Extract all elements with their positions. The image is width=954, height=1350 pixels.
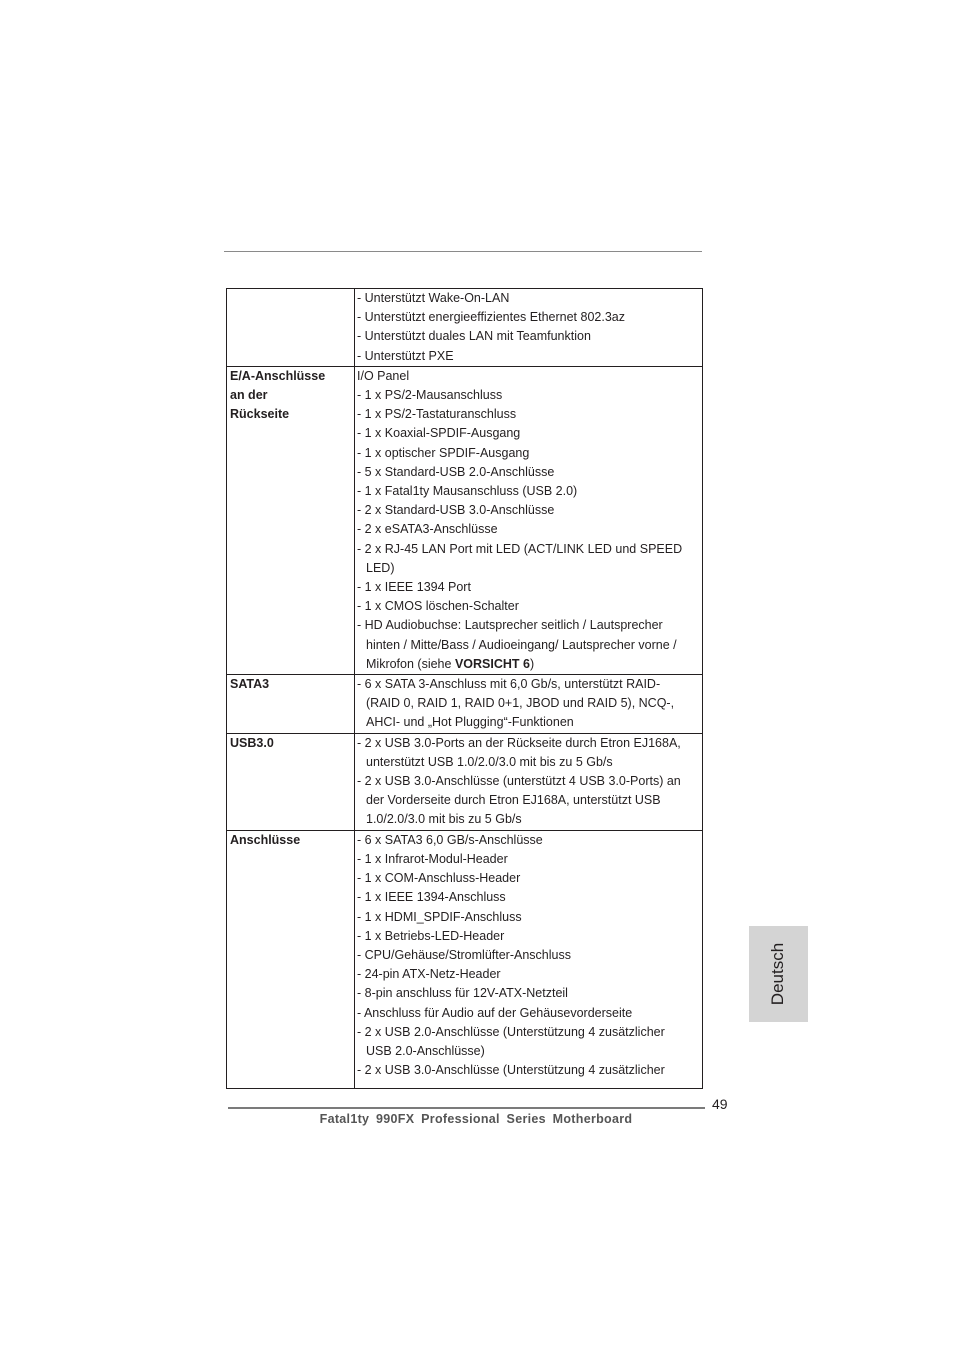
spec-item: - Unterstützt PXE [357,348,454,363]
spec-item-continuation: unterstützt USB 1.0/2.0/3.0 mit bis zu 5 Gb/s [366,754,613,769]
spec-items [355,830,703,1089]
spec-row-usb3 [227,733,703,830]
spec-item: - Unterstützt duales LAN mit Teamfunktion [357,329,591,344]
spec-label: Anschlüsse [227,830,355,1089]
spec-item: - 1 x CMOS löschen-Schalter [357,599,519,614]
spec-row-connectors [227,830,703,1089]
spec-item: - 1 x optischer SPDIF-Ausgang [357,445,530,460]
spec-label: E/A-Anschlüsse an der Rückseite [227,366,355,674]
top-rule [224,251,702,252]
footer-title: Fatal1ty 990FX Professional Series Motherboard [319,1112,633,1126]
spec-label: SATA3 [227,675,355,734]
spec-item: - 1 x COM-Anschluss-Header [357,871,521,886]
spec-row-io-panel [227,366,703,674]
spec-item: - 1 x Fatal1ty Mausanschluss (USB 2.0) [357,484,578,499]
spec-item: - Unterstützt energieeffizientes Ethernet 802.3az [357,310,625,325]
spec-label [227,289,355,367]
page-number: 49 [712,1096,728,1112]
spec-item-continuation [357,655,698,674]
spec-item: - HD Audiobuchse: Lautsprecher seitlich / Lautsprecher [357,618,663,633]
spec-row-lan [227,289,703,367]
spec-item: - 2 x USB 2.0-Anschlüsse (Unterstützung 4 zusätzlicher [357,1024,665,1039]
spec-item: I/O Panel [357,368,410,383]
bottom-rule [228,1107,705,1109]
spec-item: - 1 x IEEE 1394-Anschluss [357,890,506,905]
spec-items [355,366,703,674]
spec-item: - 1 x Infrarot-Modul-Header [357,851,508,866]
spec-item: - Unterstützt Wake-On-LAN [357,291,510,305]
spec-item: - 6 x SATA 3-Anschluss mit 6,0 Gb/s, unterstützt RAID- [357,677,661,692]
spec-row-sata3 [227,675,703,734]
spec-table [226,288,703,1089]
spec-item: - 2 x USB 3.0-Anschlüsse (Unterstützung 4 zusätzlicher [357,1063,665,1078]
spec-item: - 1 x HDMI_SPDIF-Anschluss [357,909,522,924]
spec-item: - 1 x PS/2-Tastaturanschluss [357,407,517,422]
spec-items [355,289,703,367]
caution-reference: VORSICHT 6 [454,656,530,671]
spec-item: - 24-pin ATX-Netz-Header [357,967,501,982]
spec-item: - 2 x eSATA3-Anschlüsse [357,522,498,537]
spec-item-continuation: AHCI- und „Hot Plugging“-Funktionen [366,715,574,730]
spec-item: - 2 x USB 3.0-Ports an der Rückseite durch Etron EJ168A, [357,735,681,750]
spec-item-continuation: LED) [366,560,395,575]
spec-items [355,675,703,734]
caution-suffix: ) [529,656,535,671]
spec-table-body [227,289,703,1089]
spec-item: - 6 x SATA3 6,0 GB/s-Anschlüsse [357,832,543,847]
spec-item: - 5 x Standard-USB 2.0-Anschlüsse [357,464,555,479]
language-tab [749,926,808,1022]
language-tab-label: Deutsch [768,942,788,1006]
spec-item: - 1 x PS/2-Mausanschluss [357,388,503,403]
spec-item: - 1 x Betriebs-LED-Header [357,928,505,943]
spec-item: - 8-pin anschluss für 12V-ATX-Netzteil [357,986,568,1001]
spec-item: - 2 x RJ-45 LAN Port mit LED (ACT/LINK LED und SPEED [357,541,683,556]
spec-item-continuation: (RAID 0, RAID 1, RAID 0+1, JBOD und RAID 5), NCQ-, [366,696,675,711]
spec-item: - 2 x Standard-USB 3.0-Anschlüsse [357,503,555,518]
spec-item: - CPU/Gehäuse/Stromlüfter-Anschluss [357,947,571,962]
spec-item: - Anschluss für Audio auf der Gehäusevorderseite [357,1005,633,1020]
spec-item-continuation: USB 2.0-Anschlüsse) [366,1043,485,1058]
spec-item-continuation: der Vorderseite durch Etron EJ168A, unterstützt USB [366,793,661,808]
spec-items [355,733,703,830]
spec-item: - 2 x USB 3.0-Anschlüsse (unterstützt 4 USB 3.0-Ports) an [357,774,681,789]
spec-item-continuation: hinten / Mitte/Bass / Audioeingang/ Lautsprecher vorne / [366,637,677,652]
spec-item: - 1 x IEEE 1394 Port [357,580,471,595]
spec-label: USB3.0 [227,733,355,830]
spec-item: - 1 x Koaxial-SPDIF-Ausgang [357,426,521,441]
caution-prefix: Mikrofon (siehe [366,656,455,671]
spec-item-continuation: 1.0/2.0/3.0 mit bis zu 5 Gb/s [366,812,522,827]
